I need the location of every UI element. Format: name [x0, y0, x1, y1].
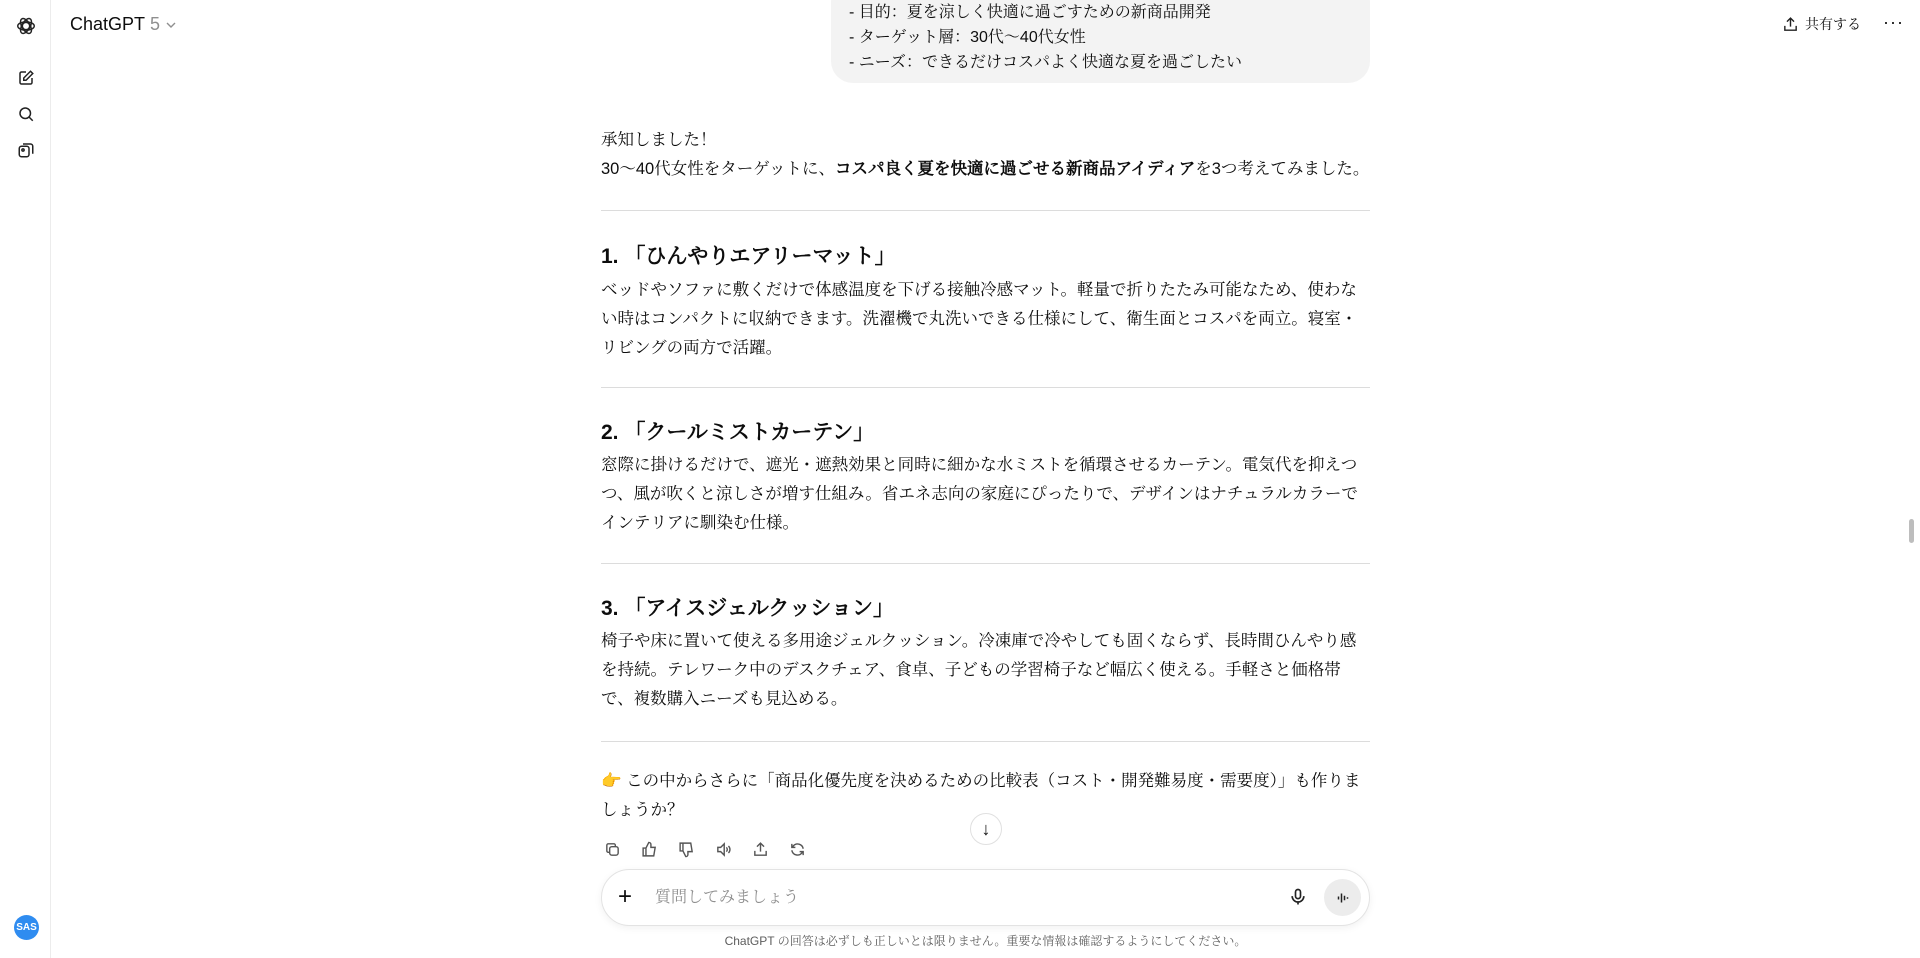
intro-bold: コスパ良く夏を快適に過ごせる新商品アイディア [835, 160, 1196, 178]
idea-title: 1. 「ひんやりエアリーマット」 [601, 245, 896, 268]
thumbs-up-icon[interactable] [638, 838, 660, 860]
idea-body: 椅子や床に置いて使える多用途ジェルクッション。冷凍庫で冷やしても固くならず、長時間ひんやり感を持続。テレワーク中のデスクチェア、食卓、子どもの学習椅子など幅広く使える。手軽さと価格帯で、複数購入ニーズも見込める。 [601, 632, 1357, 708]
divider [601, 387, 1370, 388]
pointing-hand-icon: 👉 [601, 772, 622, 790]
composer [601, 869, 1370, 926]
plus-icon[interactable]: + [618, 883, 633, 910]
intro-line [601, 155, 1370, 184]
library-icon[interactable] [14, 138, 38, 162]
user-message-line: - ターゲット層：30代〜40代女性 [849, 29, 1086, 46]
openai-logo-icon[interactable] [14, 14, 38, 38]
search-icon[interactable] [14, 102, 38, 126]
intro-text: を3つ考えてみました。 [1195, 160, 1370, 178]
share-icon [1782, 16, 1799, 33]
user-message-line: - 目的：夏を涼しく快適に過ごすための新商品開発 [849, 4, 1211, 21]
message-input[interactable] [655, 885, 1255, 911]
read-aloud-icon[interactable] [712, 838, 734, 860]
voice-mode-button[interactable] [1324, 879, 1361, 916]
chevron-down-icon [165, 19, 177, 31]
user-message [831, 0, 1370, 83]
copy-icon[interactable] [601, 838, 623, 860]
idea-body: ベッドやソファに敷くだけで体感温度を下げる接触冷感マット。軽量で折りたたみ可能なため、使わない時はコンパクトに収納できます。洗濯機で丸洗いできる仕様にして、衛生面とコスパを両立。寝室・リビングの両方で活躍。 [601, 281, 1358, 357]
scroll-down-button[interactable] [970, 813, 1002, 845]
message-actions [601, 838, 808, 860]
intro-line: 承知しました！ [601, 131, 717, 149]
followup-text: この中からさらに「商品化優先度を決めるための比較表（コスト・開発難易度・需要度）」も作りましょうか？ [601, 772, 1361, 819]
divider [601, 563, 1370, 564]
avatar[interactable]: SAS [14, 915, 39, 940]
model-selector[interactable] [70, 14, 177, 35]
arrow-down-icon: ↓ [981, 818, 991, 839]
share-label: 共有する [1805, 16, 1861, 32]
model-version: 5 [150, 14, 161, 34]
divider [601, 741, 1370, 742]
thumbs-down-icon[interactable] [675, 838, 697, 860]
voice-wave-icon [1334, 889, 1352, 907]
share-message-icon[interactable] [749, 838, 771, 860]
idea-title: 3. 「アイスジェルクッション」 [601, 597, 894, 620]
idea-title: 2. 「クールミストカーテン」 [601, 421, 875, 444]
regenerate-icon[interactable] [786, 838, 808, 860]
model-name: ChatGPT [70, 14, 146, 34]
microphone-icon[interactable] [1288, 886, 1308, 913]
scrollbar[interactable] [1909, 519, 1914, 543]
intro-text: 30〜40代女性をターゲットに、 [601, 160, 836, 178]
more-options-icon[interactable]: ··· [1883, 12, 1904, 32]
user-message-line: - ニーズ：できるだけコスパよく快適な夏を過ごしたい [849, 54, 1242, 71]
idea-body: 窓際に掛けるだけで、遮光・遮熱効果と同時に細かな水ミストを循環させるカーテン。電気代を抑えつつ、風が吹くと涼しさが増す仕組み。省エネ志向の家庭にぴったりで、デザインはナチュラルカラーでインテリアに馴染む仕様。 [601, 456, 1358, 532]
response-intro [601, 126, 1370, 184]
divider [601, 210, 1370, 211]
sidebar [0, 0, 51, 958]
new-chat-icon[interactable] [14, 66, 38, 90]
disclaimer: ChatGPT の回答は必ずしも正しいとは限りません。重要な情報は確認するようにしてください。 [724, 934, 1247, 948]
share-button[interactable] [1782, 14, 1861, 34]
